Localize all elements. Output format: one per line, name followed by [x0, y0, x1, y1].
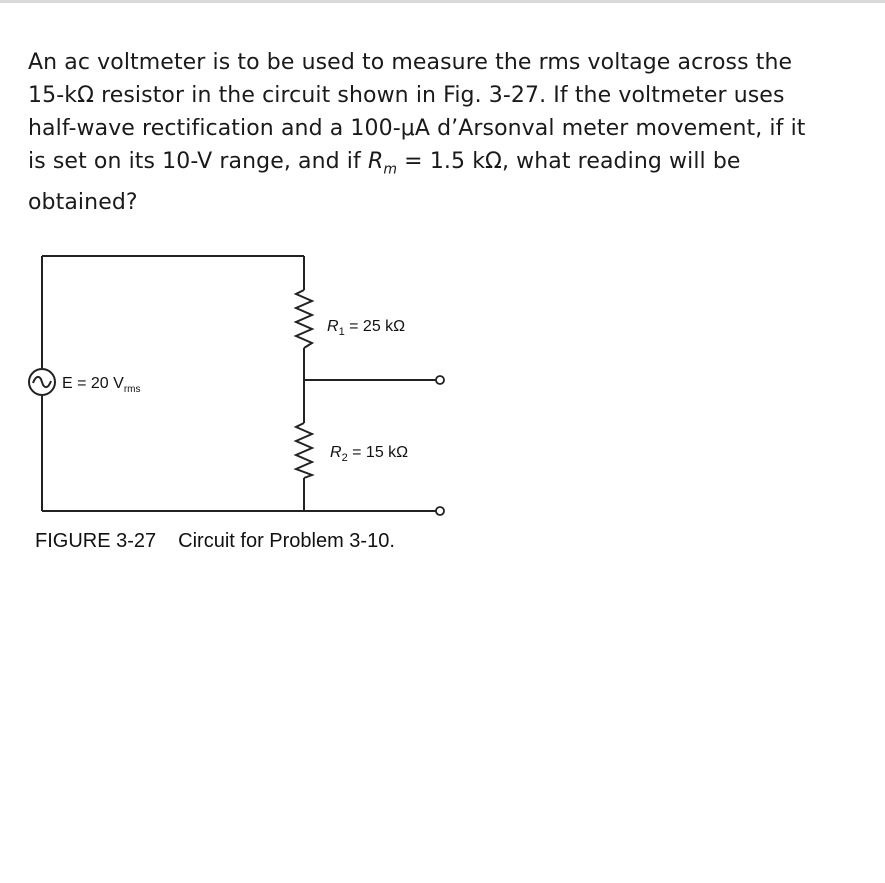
figure-caption — [35, 530, 395, 553]
r1-label: $R_1 = 25$ kΩ — [327, 318, 406, 338]
problem-line-4 — [28, 145, 864, 186]
problem-line-5: obtained? — [28, 190, 138, 216]
r1-resistor — [296, 290, 312, 348]
r2-resistor — [296, 423, 312, 478]
problem-line-4-pre: is set on its 10-V range, and if — [28, 149, 368, 174]
problem-line-3: half-wave rectification and a 100-μA d’Arsonval meter movement, if it — [28, 116, 806, 141]
circuit-diagram — [0, 230, 885, 530]
rm-subscript: m — [383, 161, 398, 178]
figure-title: Circuit for Problem 3-10. — [178, 530, 395, 552]
problem-line-4-post: = 1.5 kΩ, what reading will be — [397, 149, 741, 174]
problem-line-1: An ac voltmeter is to be used to measure the rms voltage across the — [28, 50, 793, 75]
r2-label: $R_2 = 15$ kΩ — [330, 444, 409, 464]
rm-symbol: R — [367, 149, 384, 174]
problem-statement — [28, 46, 864, 219]
figure-number: FIGURE 3-27 — [35, 530, 157, 552]
top-divider — [0, 0, 885, 3]
output-terminal-top — [436, 376, 444, 384]
ac-source-icon — [29, 369, 55, 395]
source-label: E = 20 $V_{rms}$ — [62, 375, 141, 395]
problem-line-2: 15-kΩ resistor in the circuit shown in Fig. 3-27. If the voltmeter uses — [28, 83, 785, 108]
output-terminal-bottom — [436, 507, 444, 515]
